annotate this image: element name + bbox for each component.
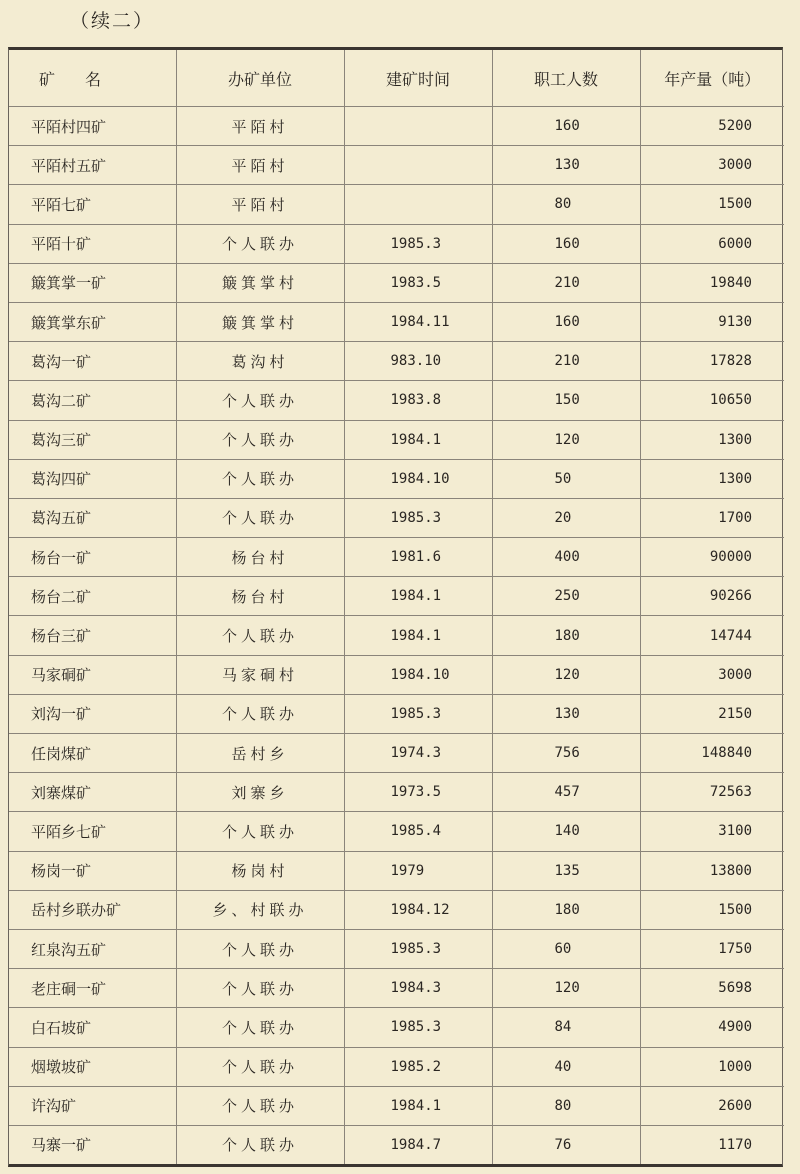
header-mine-name: 矿名 — [9, 50, 176, 107]
cell-founding-date: 1984.1 — [344, 1086, 492, 1125]
cell-mine-name: 葛沟四矿 — [9, 459, 176, 498]
header-founding-date: 建矿时间 — [344, 50, 492, 107]
cell-mine-name: 马家硐矿 — [9, 655, 176, 694]
cell-worker-count: 130 — [492, 146, 640, 185]
cell-operating-unit: 簸箕掌村 — [176, 302, 344, 341]
cell-founding-date: 1984.1 — [344, 420, 492, 459]
cell-annual-output: 90000 — [640, 538, 784, 577]
cell-annual-output: 5200 — [640, 107, 784, 146]
cell-mine-name: 杨台一矿 — [9, 538, 176, 577]
cell-annual-output: 1170 — [640, 1125, 784, 1164]
cell-founding-date — [344, 107, 492, 146]
cell-mine-name: 刘寨煤矿 — [9, 773, 176, 812]
cell-worker-count: 120 — [492, 969, 640, 1008]
cell-operating-unit: 杨岗村 — [176, 851, 344, 890]
cell-operating-unit: 个人联办 — [176, 459, 344, 498]
cell-mine-name: 平陌七矿 — [9, 185, 176, 224]
cell-operating-unit: 个人联办 — [176, 1125, 344, 1164]
cell-annual-output: 1500 — [640, 890, 784, 929]
cell-operating-unit: 个人联办 — [176, 929, 344, 968]
table-row — [9, 420, 784, 459]
table-row — [9, 224, 784, 263]
table-row — [9, 342, 784, 381]
cell-mine-name: 葛沟五矿 — [9, 498, 176, 537]
cell-annual-output: 148840 — [640, 734, 784, 773]
cell-operating-unit: 岳村乡 — [176, 734, 344, 773]
table-row — [9, 498, 784, 537]
cell-annual-output: 1750 — [640, 929, 784, 968]
cell-operating-unit: 杨台村 — [176, 577, 344, 616]
cell-operating-unit: 个人联办 — [176, 969, 344, 1008]
cell-mine-name: 岳村乡联办矿 — [9, 890, 176, 929]
cell-annual-output: 72563 — [640, 773, 784, 812]
cell-annual-output: 1500 — [640, 185, 784, 224]
cell-worker-count: 50 — [492, 459, 640, 498]
cell-annual-output: 1300 — [640, 420, 784, 459]
cell-founding-date: 1984.11 — [344, 302, 492, 341]
cell-founding-date: 1985.3 — [344, 929, 492, 968]
cell-annual-output: 1300 — [640, 459, 784, 498]
cell-worker-count: 20 — [492, 498, 640, 537]
cell-worker-count: 120 — [492, 655, 640, 694]
table-row — [9, 577, 784, 616]
cell-founding-date: 1985.3 — [344, 498, 492, 537]
cell-operating-unit: 个人联办 — [176, 498, 344, 537]
table-row — [9, 655, 784, 694]
cell-annual-output: 13800 — [640, 851, 784, 890]
cell-founding-date: 1985.3 — [344, 224, 492, 263]
cell-founding-date: 1984.1 — [344, 577, 492, 616]
cell-operating-unit: 个人联办 — [176, 224, 344, 263]
table-row — [9, 1047, 784, 1086]
cell-annual-output: 1700 — [640, 498, 784, 537]
cell-annual-output: 3100 — [640, 812, 784, 851]
cell-founding-date: 1985.3 — [344, 694, 492, 733]
cell-mine-name: 葛沟二矿 — [9, 381, 176, 420]
table-row — [9, 185, 784, 224]
cell-mine-name: 许沟矿 — [9, 1086, 176, 1125]
cell-operating-unit: 个人联办 — [176, 616, 344, 655]
cell-mine-name: 刘沟一矿 — [9, 694, 176, 733]
cell-worker-count: 140 — [492, 812, 640, 851]
cell-operating-unit: 乡、村联办 — [176, 890, 344, 929]
table-row — [9, 381, 784, 420]
cell-operating-unit: 杨台村 — [176, 538, 344, 577]
header-annual-output: 年产量（吨） — [640, 50, 784, 107]
cell-founding-date: 1985.2 — [344, 1047, 492, 1086]
cell-mine-name: 烟墩坡矿 — [9, 1047, 176, 1086]
cell-annual-output: 3000 — [640, 146, 784, 185]
cell-annual-output: 9130 — [640, 302, 784, 341]
cell-worker-count: 160 — [492, 224, 640, 263]
cell-worker-count: 180 — [492, 616, 640, 655]
cell-operating-unit: 平陌村 — [176, 146, 344, 185]
table-row — [9, 1008, 784, 1047]
cell-worker-count: 160 — [492, 302, 640, 341]
cell-worker-count: 756 — [492, 734, 640, 773]
cell-worker-count: 457 — [492, 773, 640, 812]
cell-worker-count: 210 — [492, 342, 640, 381]
cell-mine-name: 平陌村四矿 — [9, 107, 176, 146]
cell-mine-name: 葛沟三矿 — [9, 420, 176, 459]
cell-annual-output: 19840 — [640, 263, 784, 302]
cell-worker-count: 135 — [492, 851, 640, 890]
cell-mine-name: 簸箕掌东矿 — [9, 302, 176, 341]
cell-operating-unit: 个人联办 — [176, 1086, 344, 1125]
cell-operating-unit: 刘寨乡 — [176, 773, 344, 812]
cell-annual-output: 14744 — [640, 616, 784, 655]
table-row — [9, 734, 784, 773]
cell-founding-date — [344, 146, 492, 185]
cell-founding-date: 1984.7 — [344, 1125, 492, 1164]
cell-founding-date: 1981.6 — [344, 538, 492, 577]
cell-mine-name: 老庄硐一矿 — [9, 969, 176, 1008]
cell-founding-date: 983.10 — [344, 342, 492, 381]
cell-annual-output: 1000 — [640, 1047, 784, 1086]
cell-operating-unit: 马家硐村 — [176, 655, 344, 694]
cell-mine-name: 杨台三矿 — [9, 616, 176, 655]
cell-operating-unit: 平陌村 — [176, 107, 344, 146]
cell-worker-count: 76 — [492, 1125, 640, 1164]
cell-mine-name: 平陌乡七矿 — [9, 812, 176, 851]
cell-worker-count: 60 — [492, 929, 640, 968]
cell-founding-date: 1984.10 — [344, 459, 492, 498]
table-row — [9, 851, 784, 890]
table-row — [9, 890, 784, 929]
cell-operating-unit: 个人联办 — [176, 694, 344, 733]
cell-founding-date: 1984.3 — [344, 969, 492, 1008]
cell-mine-name: 杨岗一矿 — [9, 851, 176, 890]
cell-worker-count: 250 — [492, 577, 640, 616]
table-row — [9, 694, 784, 733]
cell-worker-count: 120 — [492, 420, 640, 459]
table-continuation-caption: （续二） — [70, 10, 155, 32]
cell-founding-date: 1979 — [344, 851, 492, 890]
cell-mine-name: 平陌十矿 — [9, 224, 176, 263]
cell-mine-name: 杨台二矿 — [9, 577, 176, 616]
cell-worker-count: 210 — [492, 263, 640, 302]
table-row — [9, 1086, 784, 1125]
table-row — [9, 107, 784, 146]
table-row — [9, 538, 784, 577]
cell-annual-output: 5698 — [640, 969, 784, 1008]
cell-mine-name: 簸箕掌一矿 — [9, 263, 176, 302]
cell-founding-date: 1984.10 — [344, 655, 492, 694]
cell-operating-unit: 个人联办 — [176, 381, 344, 420]
cell-founding-date: 1985.3 — [344, 1008, 492, 1047]
cell-operating-unit: 个人联办 — [176, 1008, 344, 1047]
table-row — [9, 929, 784, 968]
table-row — [9, 263, 784, 302]
cell-annual-output: 2150 — [640, 694, 784, 733]
table-row — [9, 146, 784, 185]
cell-annual-output: 10650 — [640, 381, 784, 420]
cell-mine-name: 葛沟一矿 — [9, 342, 176, 381]
cell-founding-date: 1983.5 — [344, 263, 492, 302]
cell-worker-count: 160 — [492, 107, 640, 146]
cell-annual-output: 2600 — [640, 1086, 784, 1125]
table-row — [9, 459, 784, 498]
cell-founding-date: 1984.12 — [344, 890, 492, 929]
cell-worker-count: 84 — [492, 1008, 640, 1047]
table-row — [9, 969, 784, 1008]
cell-annual-output: 17828 — [640, 342, 784, 381]
cell-worker-count: 130 — [492, 694, 640, 733]
cell-operating-unit: 簸箕掌村 — [176, 263, 344, 302]
cell-worker-count: 40 — [492, 1047, 640, 1086]
cell-mine-name: 任岗煤矿 — [9, 734, 176, 773]
cell-operating-unit: 平陌村 — [176, 185, 344, 224]
cell-mine-name: 平陌村五矿 — [9, 146, 176, 185]
cell-founding-date: 1985.4 — [344, 812, 492, 851]
table-row — [9, 773, 784, 812]
cell-operating-unit: 个人联办 — [176, 812, 344, 851]
table-row — [9, 302, 784, 341]
mine-table — [9, 50, 784, 1164]
cell-founding-date: 1974.3 — [344, 734, 492, 773]
mine-table-frame — [8, 47, 783, 1167]
cell-worker-count: 180 — [492, 890, 640, 929]
cell-operating-unit: 个人联办 — [176, 420, 344, 459]
cell-founding-date: 1983.8 — [344, 381, 492, 420]
cell-worker-count: 400 — [492, 538, 640, 577]
cell-founding-date — [344, 185, 492, 224]
cell-founding-date: 1973.5 — [344, 773, 492, 812]
cell-worker-count: 80 — [492, 1086, 640, 1125]
cell-operating-unit: 葛沟村 — [176, 342, 344, 381]
header-operating-unit: 办矿单位 — [176, 50, 344, 107]
cell-mine-name: 红泉沟五矿 — [9, 929, 176, 968]
cell-mine-name: 马寨一矿 — [31, 1136, 92, 1155]
cell-annual-output: 3000 — [640, 655, 784, 694]
cell-worker-count: 80 — [492, 185, 640, 224]
header-worker-count: 职工人数 — [492, 50, 640, 107]
cell-operating-unit: 个人联办 — [176, 1047, 344, 1086]
cell-worker-count: 150 — [492, 381, 640, 420]
cell-annual-output: 4900 — [640, 1008, 784, 1047]
table-row — [9, 1125, 784, 1164]
table-row — [9, 616, 784, 655]
table-row — [9, 812, 784, 851]
cell-annual-output: 6000 — [640, 224, 784, 263]
cell-mine-name: 白石坡矿 — [9, 1008, 176, 1047]
cell-annual-output: 90266 — [640, 577, 784, 616]
table-header-row — [9, 50, 784, 107]
cell-founding-date: 1984.1 — [344, 616, 492, 655]
